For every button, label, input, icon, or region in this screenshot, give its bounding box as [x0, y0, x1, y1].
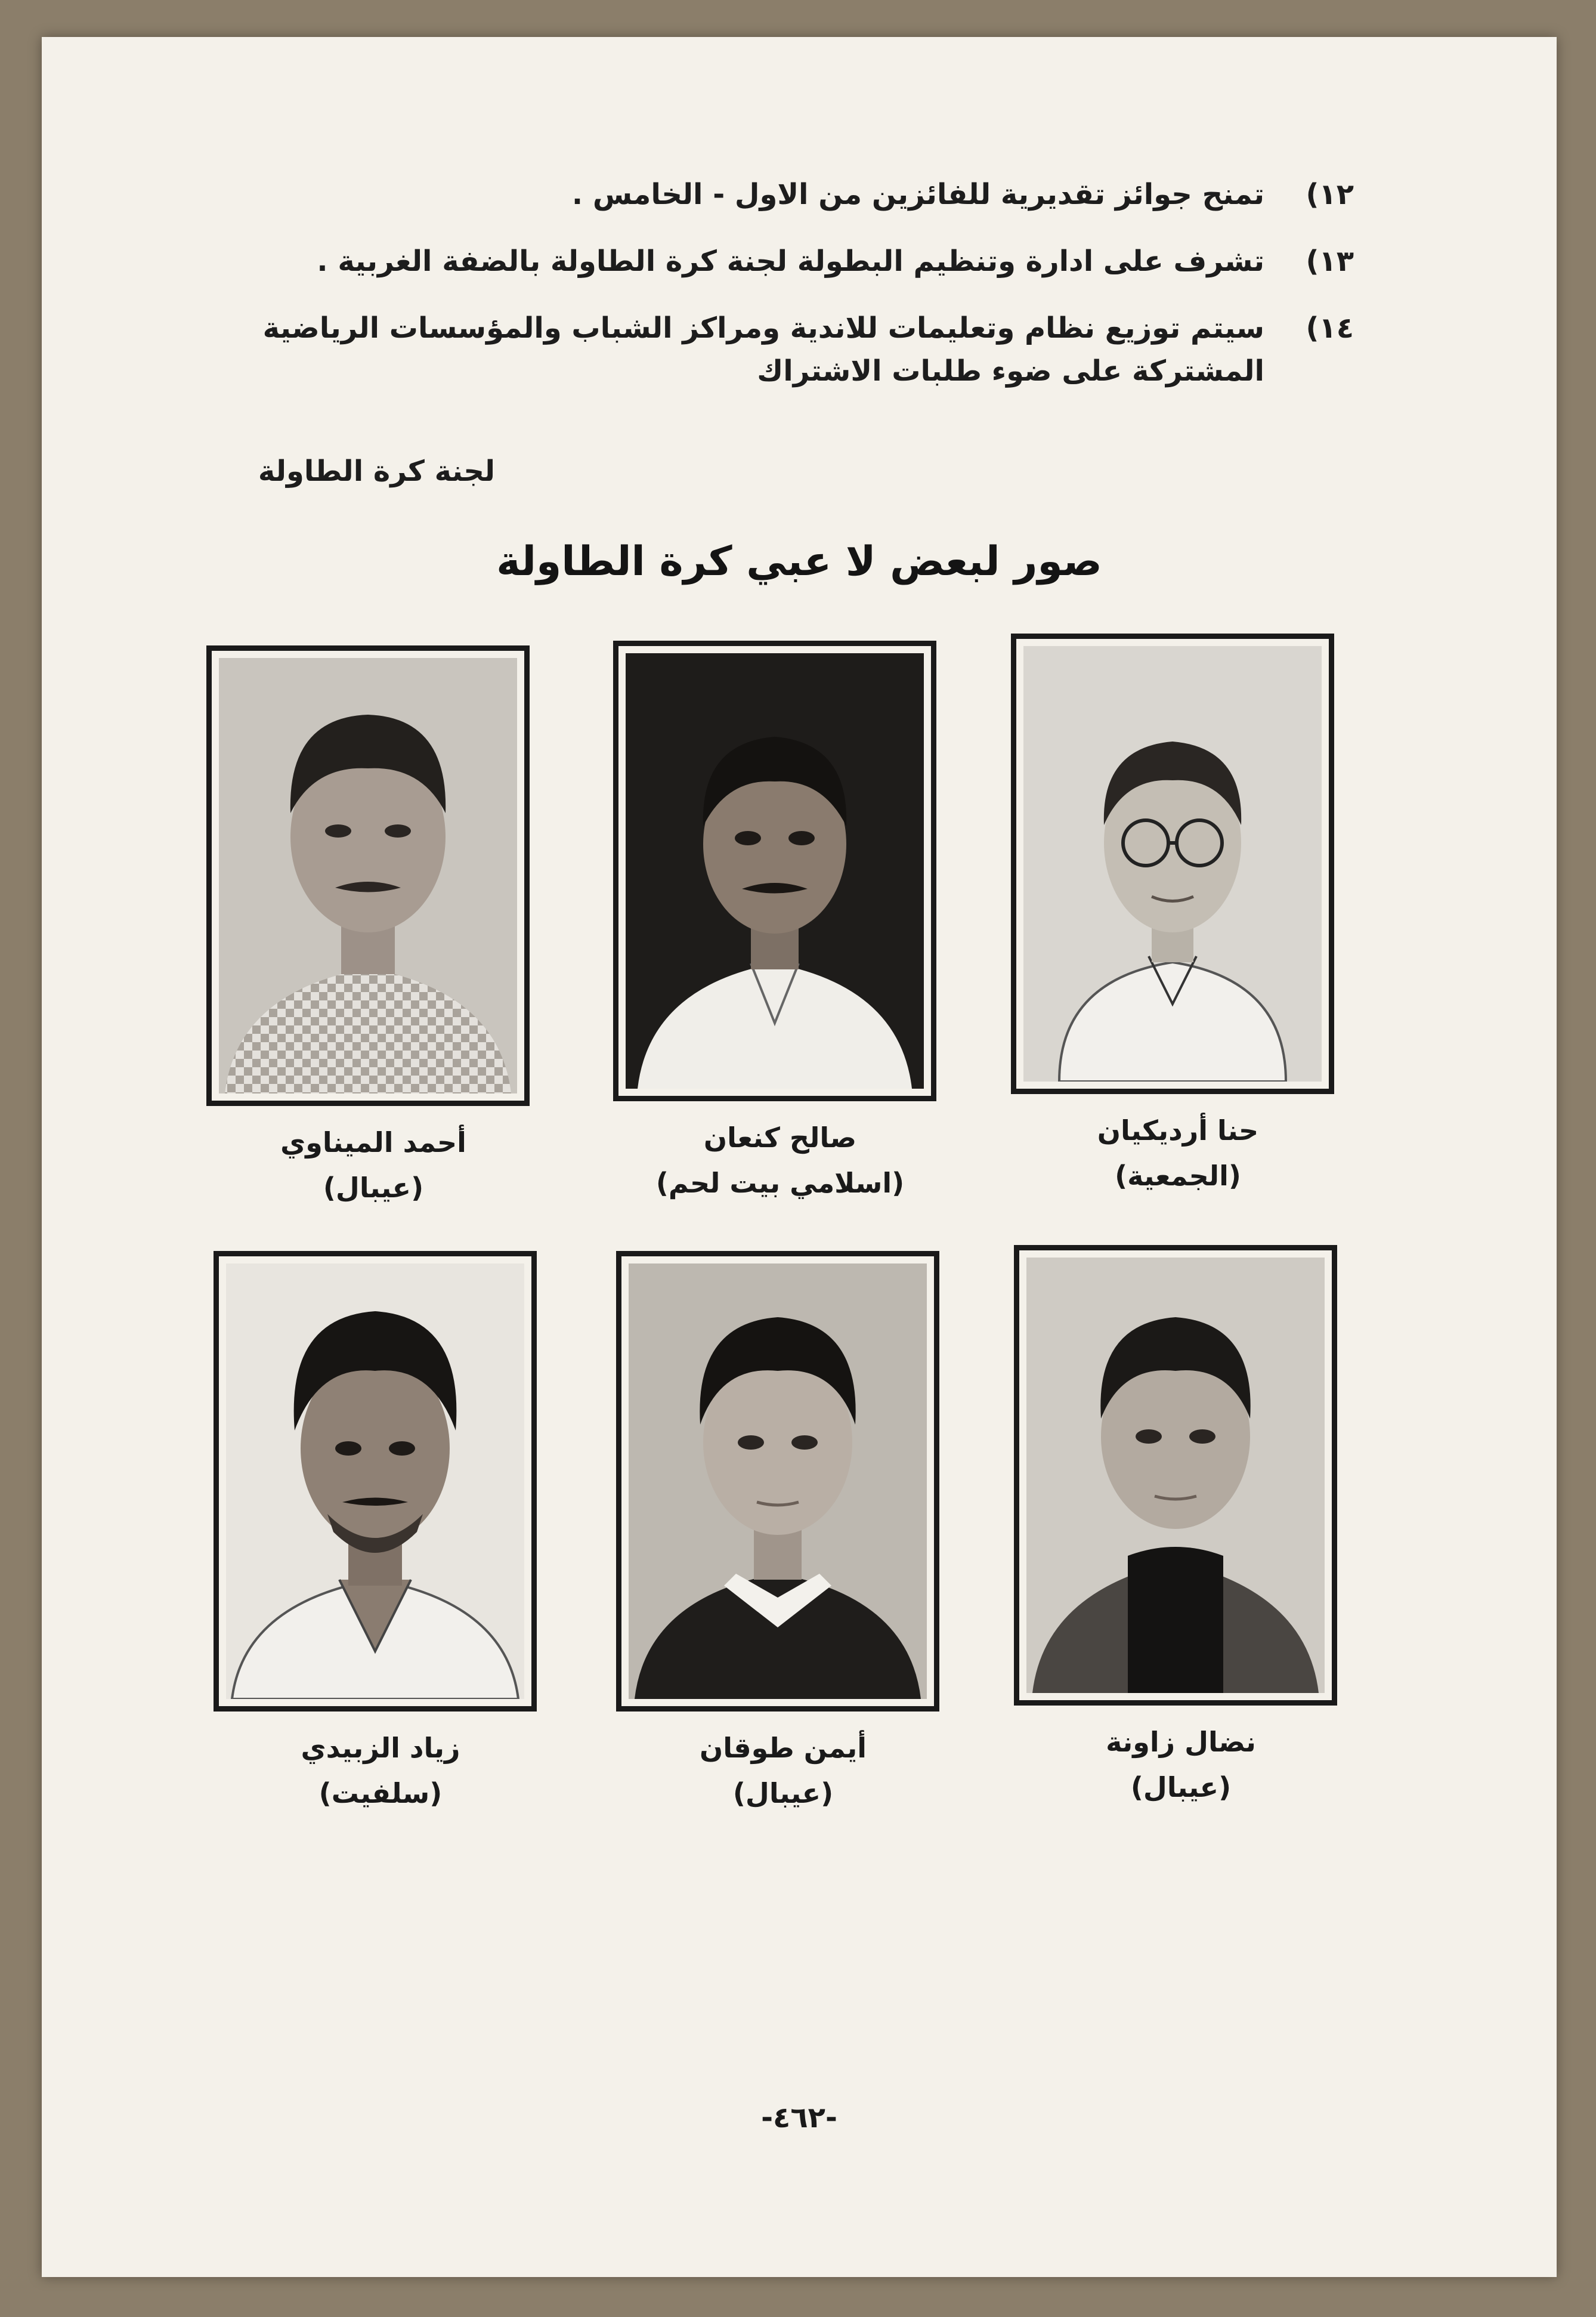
- player-photo: [616, 1251, 939, 1712]
- document-page: [42, 37, 1557, 2277]
- player-card: [613, 641, 947, 1199]
- page-number: -٤٦٢-: [761, 2101, 837, 2134]
- player-photo: [206, 645, 530, 1106]
- player-club: (عيبال): [323, 1172, 424, 1204]
- portrait-turtleneck-icon: [1026, 1258, 1325, 1693]
- rule-text: سيتم توزيع نظام وتعليمات للاندية ومراكز الشباب والمؤسسات الرياضية المشتركة على ضوء طلبات الاشتراك: [262, 311, 1264, 388]
- player-card: [1011, 634, 1345, 1192]
- rule-item: [185, 307, 1354, 393]
- portrait-sweater-collar-icon: [629, 1263, 927, 1699]
- player-photo: [214, 1251, 537, 1712]
- player-club: (اسلامي بيت لحم): [655, 1167, 905, 1199]
- player-photo: [1011, 634, 1334, 1094]
- rule-item: [185, 240, 1354, 283]
- player-name: نضال زاونة: [1106, 1726, 1256, 1758]
- player-name: أيمن طوقان: [699, 1732, 867, 1764]
- rules-list: [185, 173, 1354, 416]
- player-name: زياد الزبيدي: [301, 1732, 460, 1764]
- portrait-with-glasses-icon: [1023, 646, 1322, 1082]
- player-club: (عيبال): [732, 1777, 834, 1809]
- portrait-open-collar-icon: [226, 1263, 524, 1699]
- rule-text: تشرف على ادارة وتنظيم البطولة لجنة كرة الطاولة بالضفة الغربية .: [317, 245, 1264, 278]
- gallery-title: صور لبعض لا عبي كرة الطاولة: [496, 538, 1102, 585]
- player-card: [206, 645, 540, 1204]
- rule-number: ١٣): [1306, 245, 1354, 278]
- player-club: (عيبال): [1130, 1771, 1232, 1803]
- rule-text: تمنح جوائز تقديرية للفائزين من الاول - الخامس .: [571, 178, 1264, 211]
- portrait-checked-shirt-icon: [219, 658, 517, 1093]
- player-name: أحمد الميناوي: [280, 1126, 466, 1158]
- rule-number: ١٤): [1306, 311, 1354, 345]
- player-name: صالح كنعان: [703, 1122, 857, 1154]
- committee-signature: لجنة كرة الطاولة: [258, 455, 495, 488]
- rule-number: ١٢): [1306, 178, 1354, 211]
- rule-item: [185, 173, 1354, 216]
- player-club: (الجمعية): [1115, 1160, 1241, 1192]
- player-card: [1014, 1245, 1348, 1803]
- player-photo: [1014, 1245, 1337, 1706]
- player-photo: [613, 641, 936, 1101]
- player-name: حنا أرديكيان: [1097, 1114, 1259, 1147]
- player-card: [616, 1251, 950, 1809]
- player-club: (سلفيت): [318, 1777, 443, 1809]
- portrait-mustache-icon: [626, 653, 924, 1089]
- player-card: [214, 1251, 548, 1809]
